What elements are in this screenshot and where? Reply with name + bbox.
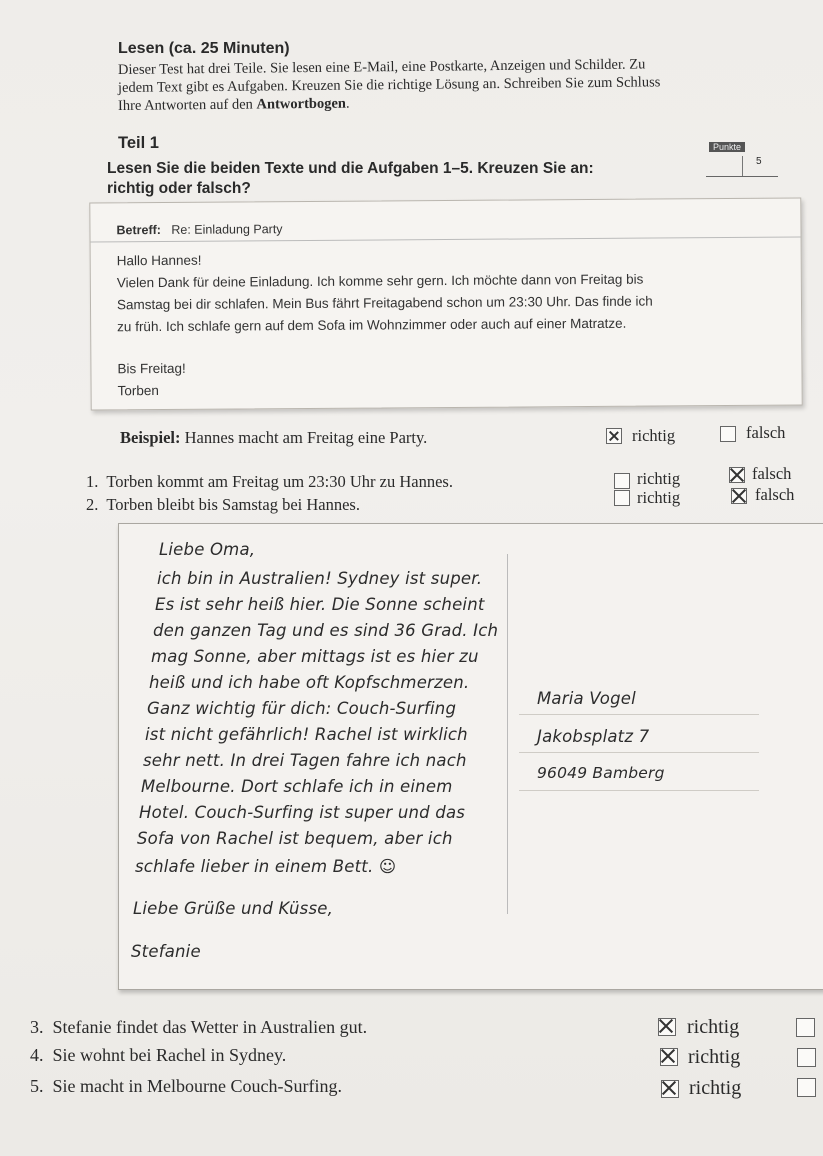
postcard-line-13: schlafe lieber in einem Bett. ☺ bbox=[135, 857, 397, 876]
instruction-line-2: richtig oder falsch? bbox=[107, 180, 251, 197]
question-4: 4. Sie wohnt bei Rachel in Sydney. bbox=[30, 1045, 287, 1065]
question-1: 1. Torben kommt am Freitag um 23:30 Uhr zu Hannes. bbox=[86, 472, 453, 491]
address-street: Jakobsplatz 7 bbox=[537, 727, 650, 746]
question-2-text: Torben bleibt bis Samstag bei Hannes. bbox=[106, 495, 360, 514]
postcard-divider bbox=[507, 554, 508, 914]
email-closing: Bis Freitag! bbox=[117, 360, 186, 377]
antwortbogen-word: Antwortbogen bbox=[256, 95, 347, 113]
question-1-text: Torben kommt am Freitag um 23:30 Uhr zu Hannes. bbox=[106, 472, 453, 491]
teil-heading: Teil 1 bbox=[118, 134, 159, 152]
postcard-line-2: ich bin in Australien! Sydney ist super. bbox=[157, 569, 483, 588]
instruction-line-1: Lesen Sie die beiden Texte und die Aufgaben 1–5. Kreuzen Sie an: bbox=[107, 160, 594, 177]
email-greeting: Hallo Hannes! bbox=[116, 252, 202, 269]
q2-falsch-label: falsch bbox=[755, 485, 795, 504]
q5-richtig-checkbox[interactable] bbox=[661, 1080, 679, 1098]
address-city: 96049 Bamberg bbox=[537, 764, 665, 782]
q1-richtig-checkbox[interactable] bbox=[614, 473, 630, 489]
question-5-text: Sie macht in Melbourne Couch-Surfing. bbox=[52, 1076, 342, 1096]
betreff-value: Re: Einladung Party bbox=[171, 222, 283, 237]
postcard-line-5: mag Sonne, aber mittags ist es hier zu bbox=[151, 647, 479, 666]
question-3: 3. Stefanie findet das Wetter in Australien gut. bbox=[30, 1017, 368, 1037]
email-subject bbox=[116, 222, 282, 237]
punkte-label: Punkte bbox=[709, 142, 745, 152]
example-row bbox=[120, 428, 427, 448]
postcard-signature: Stefanie bbox=[131, 942, 201, 961]
postcard-line-10: Melbourne. Dort schlafe ich in einem bbox=[141, 777, 453, 796]
postcard-line-6: heiß und ich habe oft Kopfschmerzen. bbox=[149, 673, 470, 692]
address-name: Maria Vogel bbox=[537, 689, 636, 708]
postcard-closing: Liebe Grüße und Küsse, bbox=[133, 899, 334, 918]
example-text: Hannes macht am Freitag eine Party. bbox=[184, 428, 428, 447]
q5-richtig-label: richtig bbox=[689, 1077, 742, 1099]
postcard-line-9: sehr nett. In drei Tagen fahre ich nach bbox=[143, 751, 467, 770]
q2-richtig-checkbox[interactable] bbox=[614, 490, 630, 506]
postcard-line-8: ist nicht gefährlich! Rachel ist wirklich bbox=[145, 725, 468, 744]
email-body-line-1: Vielen Dank für deine Einladung. Ich komme sehr gern. Ich möchte dann von Freitag bis bbox=[116, 271, 644, 291]
punkte-max: 5 bbox=[756, 156, 762, 167]
q2-richtig-label: richtig bbox=[637, 488, 681, 507]
email-body-line-2: Samstag bei dir schlafen. Mein Bus fährt Freitagabend schon um 23:30 Uhr. Das finde ich bbox=[116, 293, 653, 313]
postcard-line-7: Ganz wichtig für dich: Couch-Surfing bbox=[147, 699, 457, 718]
q4-falsch-checkbox[interactable] bbox=[797, 1048, 816, 1067]
postcard-line-3: Es ist sehr heiß hier. Die Sonne scheint bbox=[155, 595, 485, 614]
email-signature: Torben bbox=[117, 383, 159, 399]
postcard bbox=[118, 523, 823, 990]
q2-falsch-checkbox[interactable] bbox=[731, 488, 747, 504]
example-falsch-checkbox[interactable] bbox=[720, 426, 736, 442]
intro-line-3: Ihre Antworten auf den Antwortbogen. bbox=[117, 95, 350, 114]
postcard-line-4: den ganzen Tag und es sind 36 Grad. Ich bbox=[153, 621, 499, 640]
example-richtig-checkbox[interactable] bbox=[606, 428, 622, 444]
example-richtig-label: richtig bbox=[632, 426, 676, 445]
q1-richtig-label: richtig bbox=[637, 469, 681, 488]
postcard-line-12: Sofa von Rachel ist bequem, aber ich bbox=[137, 829, 453, 848]
postcard-line-11: Hotel. Couch-Surfing ist super und das bbox=[139, 803, 466, 822]
postcard-line-1: Liebe Oma, bbox=[159, 540, 256, 559]
q4-richtig-checkbox[interactable] bbox=[660, 1048, 678, 1066]
example-falsch-label: falsch bbox=[746, 423, 786, 442]
email-card bbox=[89, 198, 802, 411]
q3-falsch-checkbox[interactable] bbox=[796, 1018, 815, 1037]
section-title: Lesen (ca. 25 Minuten) bbox=[118, 40, 290, 57]
question-3-text: Stefanie findet das Wetter in Australien gut. bbox=[52, 1017, 368, 1037]
intro-line-1: Dieser Test hat drei Teile. Sie lesen eine E-Mail, eine Postkarte, Anzeigen und Schilder. Zu bbox=[117, 56, 646, 78]
intro-line-2: jedem Text gibt es Aufgaben. Kreuzen Sie die richtige Lösung an. Schreiben Sie zum Schluss bbox=[117, 74, 661, 96]
question-2: 2. Torben bleibt bis Samstag bei Hannes. bbox=[86, 495, 360, 514]
q3-richtig-checkbox[interactable] bbox=[658, 1018, 676, 1036]
q1-falsch-label: falsch bbox=[752, 464, 792, 483]
question-5: 5. Sie macht in Melbourne Couch-Surfing. bbox=[30, 1076, 342, 1096]
example-label: Beispiel: bbox=[120, 428, 181, 447]
q3-richtig-label: richtig bbox=[687, 1016, 740, 1038]
betreff-label: Betreff: bbox=[116, 222, 161, 238]
q1-falsch-checkbox[interactable] bbox=[729, 467, 745, 483]
q5-falsch-checkbox[interactable] bbox=[797, 1078, 816, 1097]
question-4-text: Sie wohnt bei Rachel in Sydney. bbox=[52, 1045, 287, 1065]
punkte-box bbox=[706, 142, 778, 178]
email-body-line-3: zu früh. Ich schlafe gern auf dem Sofa im Wohnzimmer oder auch auf einer Matratze. bbox=[117, 315, 627, 335]
q4-richtig-label: richtig bbox=[688, 1046, 741, 1068]
